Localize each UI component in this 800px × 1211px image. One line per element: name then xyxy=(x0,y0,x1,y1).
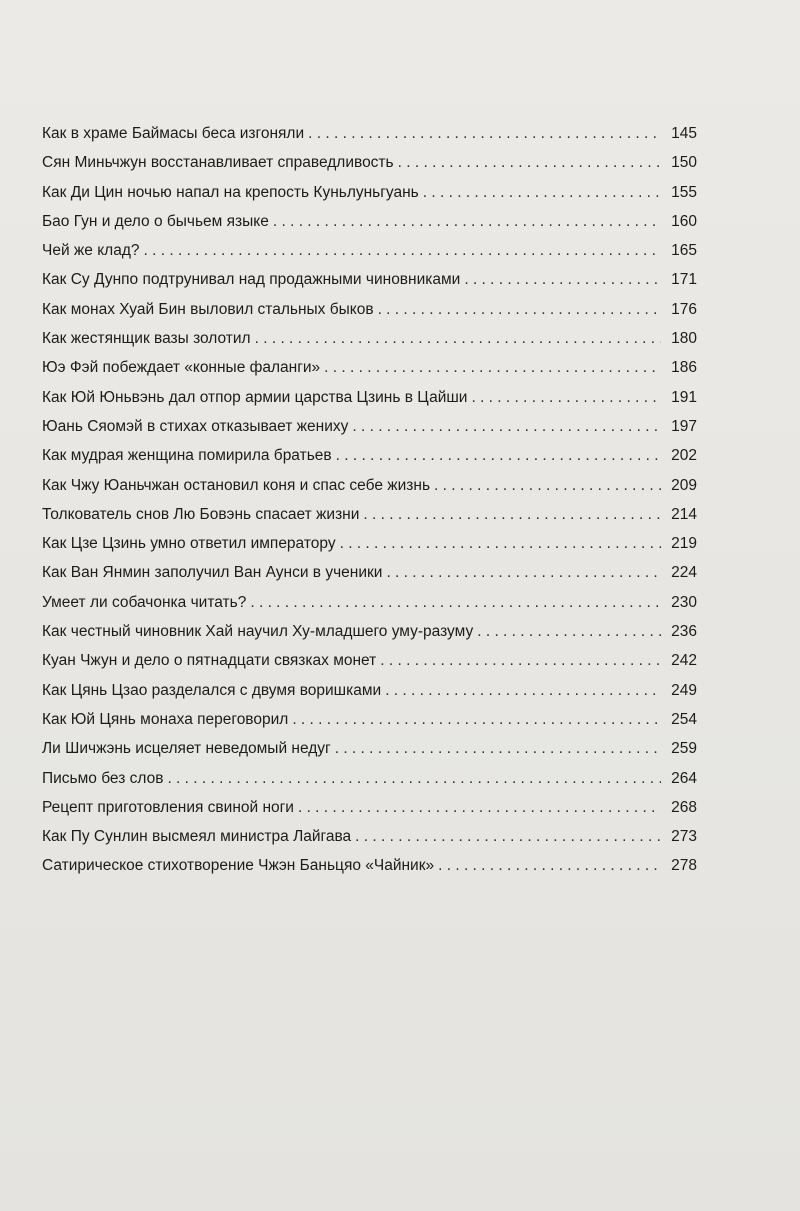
toc-entry-title: Юэ Фэй побеждает «конные фаланги» xyxy=(42,359,321,377)
dot-leader xyxy=(363,500,661,529)
toc-entry-title: Куан Чжун и дело о пятнадцати связках монет xyxy=(42,652,377,670)
table-of-contents xyxy=(42,119,697,881)
toc-entry-page-number: 155 xyxy=(671,183,697,201)
dot-leader xyxy=(352,412,661,441)
toc-entry-page-number: 145 xyxy=(671,125,697,142)
dot-leader xyxy=(255,324,661,353)
toc-entry-page-number: 197 xyxy=(671,417,697,435)
dot-leader xyxy=(273,207,661,236)
dot-leader xyxy=(335,734,661,763)
toc-entry-title: Рецепт приготовления свиной ноги xyxy=(42,798,294,816)
toc-entry xyxy=(42,558,697,587)
toc-entry-page-number: 186 xyxy=(671,359,697,377)
dot-leader xyxy=(355,822,661,851)
toc-entry xyxy=(42,676,697,705)
toc-entry xyxy=(42,295,697,324)
dot-leader xyxy=(144,236,662,265)
toc-entry-title: Чей же клад? xyxy=(42,242,140,260)
dot-leader xyxy=(336,441,661,470)
toc-entry-page-number: 278 xyxy=(671,857,697,875)
toc-entry-page-number: 214 xyxy=(671,505,697,523)
toc-entry xyxy=(42,617,697,646)
toc-entry-page-number: 254 xyxy=(671,710,697,728)
toc-entry-page-number: 209 xyxy=(671,476,697,494)
toc-entry-title: Как Пу Сунлин высмеял министра Лайгава xyxy=(42,828,352,846)
toc-entry-page-number: 259 xyxy=(671,740,697,758)
toc-entry-title: Бао Гун и дело о бычьем языке xyxy=(42,212,269,230)
toc-entry-page-number: 150 xyxy=(671,154,697,172)
toc-entry xyxy=(42,324,697,353)
dot-leader xyxy=(385,676,661,705)
toc-entry xyxy=(42,236,697,265)
toc-entry-title: Как честный чиновник Хай научил Ху-младшего уму-разуму xyxy=(42,623,474,641)
toc-entry xyxy=(42,207,697,236)
toc-entry-title: Как жестянщик вазы золотил xyxy=(42,330,251,348)
toc-entry-page-number: 202 xyxy=(671,447,697,465)
toc-entry-page-number: 171 xyxy=(671,271,697,289)
toc-entry xyxy=(42,734,697,763)
toc-entry xyxy=(42,588,697,617)
toc-entry xyxy=(42,383,697,412)
toc-entry-title: Как Чжу Юаньчжан остановил коня и спас себе жизнь xyxy=(42,476,431,494)
toc-entry-title: Ли Шичжэнь исцеляет неведомый недуг xyxy=(42,740,331,758)
toc-entry xyxy=(42,178,697,207)
dot-leader xyxy=(380,646,661,675)
toc-entry-title: Как Цзе Цзинь умно ответил императору xyxy=(42,535,336,553)
toc-entry xyxy=(42,471,697,500)
dot-leader xyxy=(308,119,661,148)
toc-entry-title: Сатирическое стихотворение Чжэн Баньцяо «Чайник» xyxy=(42,857,435,875)
dot-leader xyxy=(423,178,661,207)
toc-entry-title: Юань Сяомэй в стихах отказывает жениху xyxy=(42,417,349,435)
toc-entry-title: Как мудрая женщина помирила братьев xyxy=(42,447,332,465)
toc-entry-title: Как в храме Баймасы беса изгоняли xyxy=(42,125,305,142)
toc-entry-page-number: 180 xyxy=(671,330,697,348)
dot-leader xyxy=(298,793,661,822)
toc-entry-page-number: 249 xyxy=(671,681,697,699)
toc-entry-page-number: 242 xyxy=(671,652,697,670)
dot-leader xyxy=(434,471,661,500)
toc-entry-page-number: 191 xyxy=(671,388,697,406)
toc-entry xyxy=(42,265,697,294)
dot-leader xyxy=(471,383,661,412)
toc-entry-title: Как монах Хуай Бин выловил стальных быков xyxy=(42,300,374,318)
toc-entry xyxy=(42,793,697,822)
toc-entry-page-number: 268 xyxy=(671,798,697,816)
toc-entry-title: Письмо без слов xyxy=(42,769,164,787)
toc-entry xyxy=(42,441,697,470)
toc-entry-page-number: 224 xyxy=(671,564,697,582)
toc-entry xyxy=(42,851,697,880)
toc-entry xyxy=(42,764,697,793)
toc-entry-title: Как Юй Цянь монаха переговорил xyxy=(42,710,289,728)
toc-entry-title: Сян Миньчжун восстанавливает справедливость xyxy=(42,154,394,172)
dot-leader xyxy=(292,705,661,734)
toc-entry-title: Толкователь снов Лю Бовэнь спасает жизни xyxy=(42,505,360,523)
toc-entry xyxy=(42,119,697,148)
toc-entry xyxy=(42,705,697,734)
toc-entry-page-number: 160 xyxy=(671,212,697,230)
dot-leader xyxy=(340,529,661,558)
toc-entry-title: Умеет ли собачонка читать? xyxy=(42,593,247,611)
toc-entry xyxy=(42,646,697,675)
toc-entry xyxy=(42,353,697,382)
dot-leader xyxy=(398,148,661,177)
dot-leader xyxy=(250,588,661,617)
toc-entry xyxy=(42,500,697,529)
toc-entry xyxy=(42,412,697,441)
toc-entry-page-number: 176 xyxy=(671,300,697,318)
toc-entry-title: Как Ди Цин ночью напал на крепость Куньлуньгуань xyxy=(42,183,419,201)
dot-leader xyxy=(167,764,661,793)
toc-entry xyxy=(42,822,697,851)
dot-leader xyxy=(378,295,661,324)
toc-entry-title: Как Ван Янмин заполучил Ван Аунси в ученики xyxy=(42,564,383,582)
dot-leader xyxy=(464,265,661,294)
toc-entry-page-number: 165 xyxy=(671,242,697,260)
dot-leader xyxy=(324,353,661,382)
toc-entry-page-number: 264 xyxy=(671,769,697,787)
toc-entry-page-number: 219 xyxy=(671,535,697,553)
dot-leader xyxy=(477,617,661,646)
toc-entry-page-number: 230 xyxy=(671,593,697,611)
toc-entry xyxy=(42,529,697,558)
toc-entry-title: Как Цянь Цзао разделался с двумя воришками xyxy=(42,681,382,699)
toc-entry-page-number: 236 xyxy=(671,623,697,641)
toc-entry xyxy=(42,148,697,177)
dot-leader xyxy=(438,851,661,880)
toc-entry-page-number: 273 xyxy=(671,828,697,846)
dot-leader xyxy=(386,558,661,587)
toc-entry-title: Как Су Дунпо подтрунивал над продажными чиновниками xyxy=(42,271,461,289)
toc-entry-title: Как Юй Юньвэнь дал отпор армии царства Цзинь в Цайши xyxy=(42,388,468,406)
